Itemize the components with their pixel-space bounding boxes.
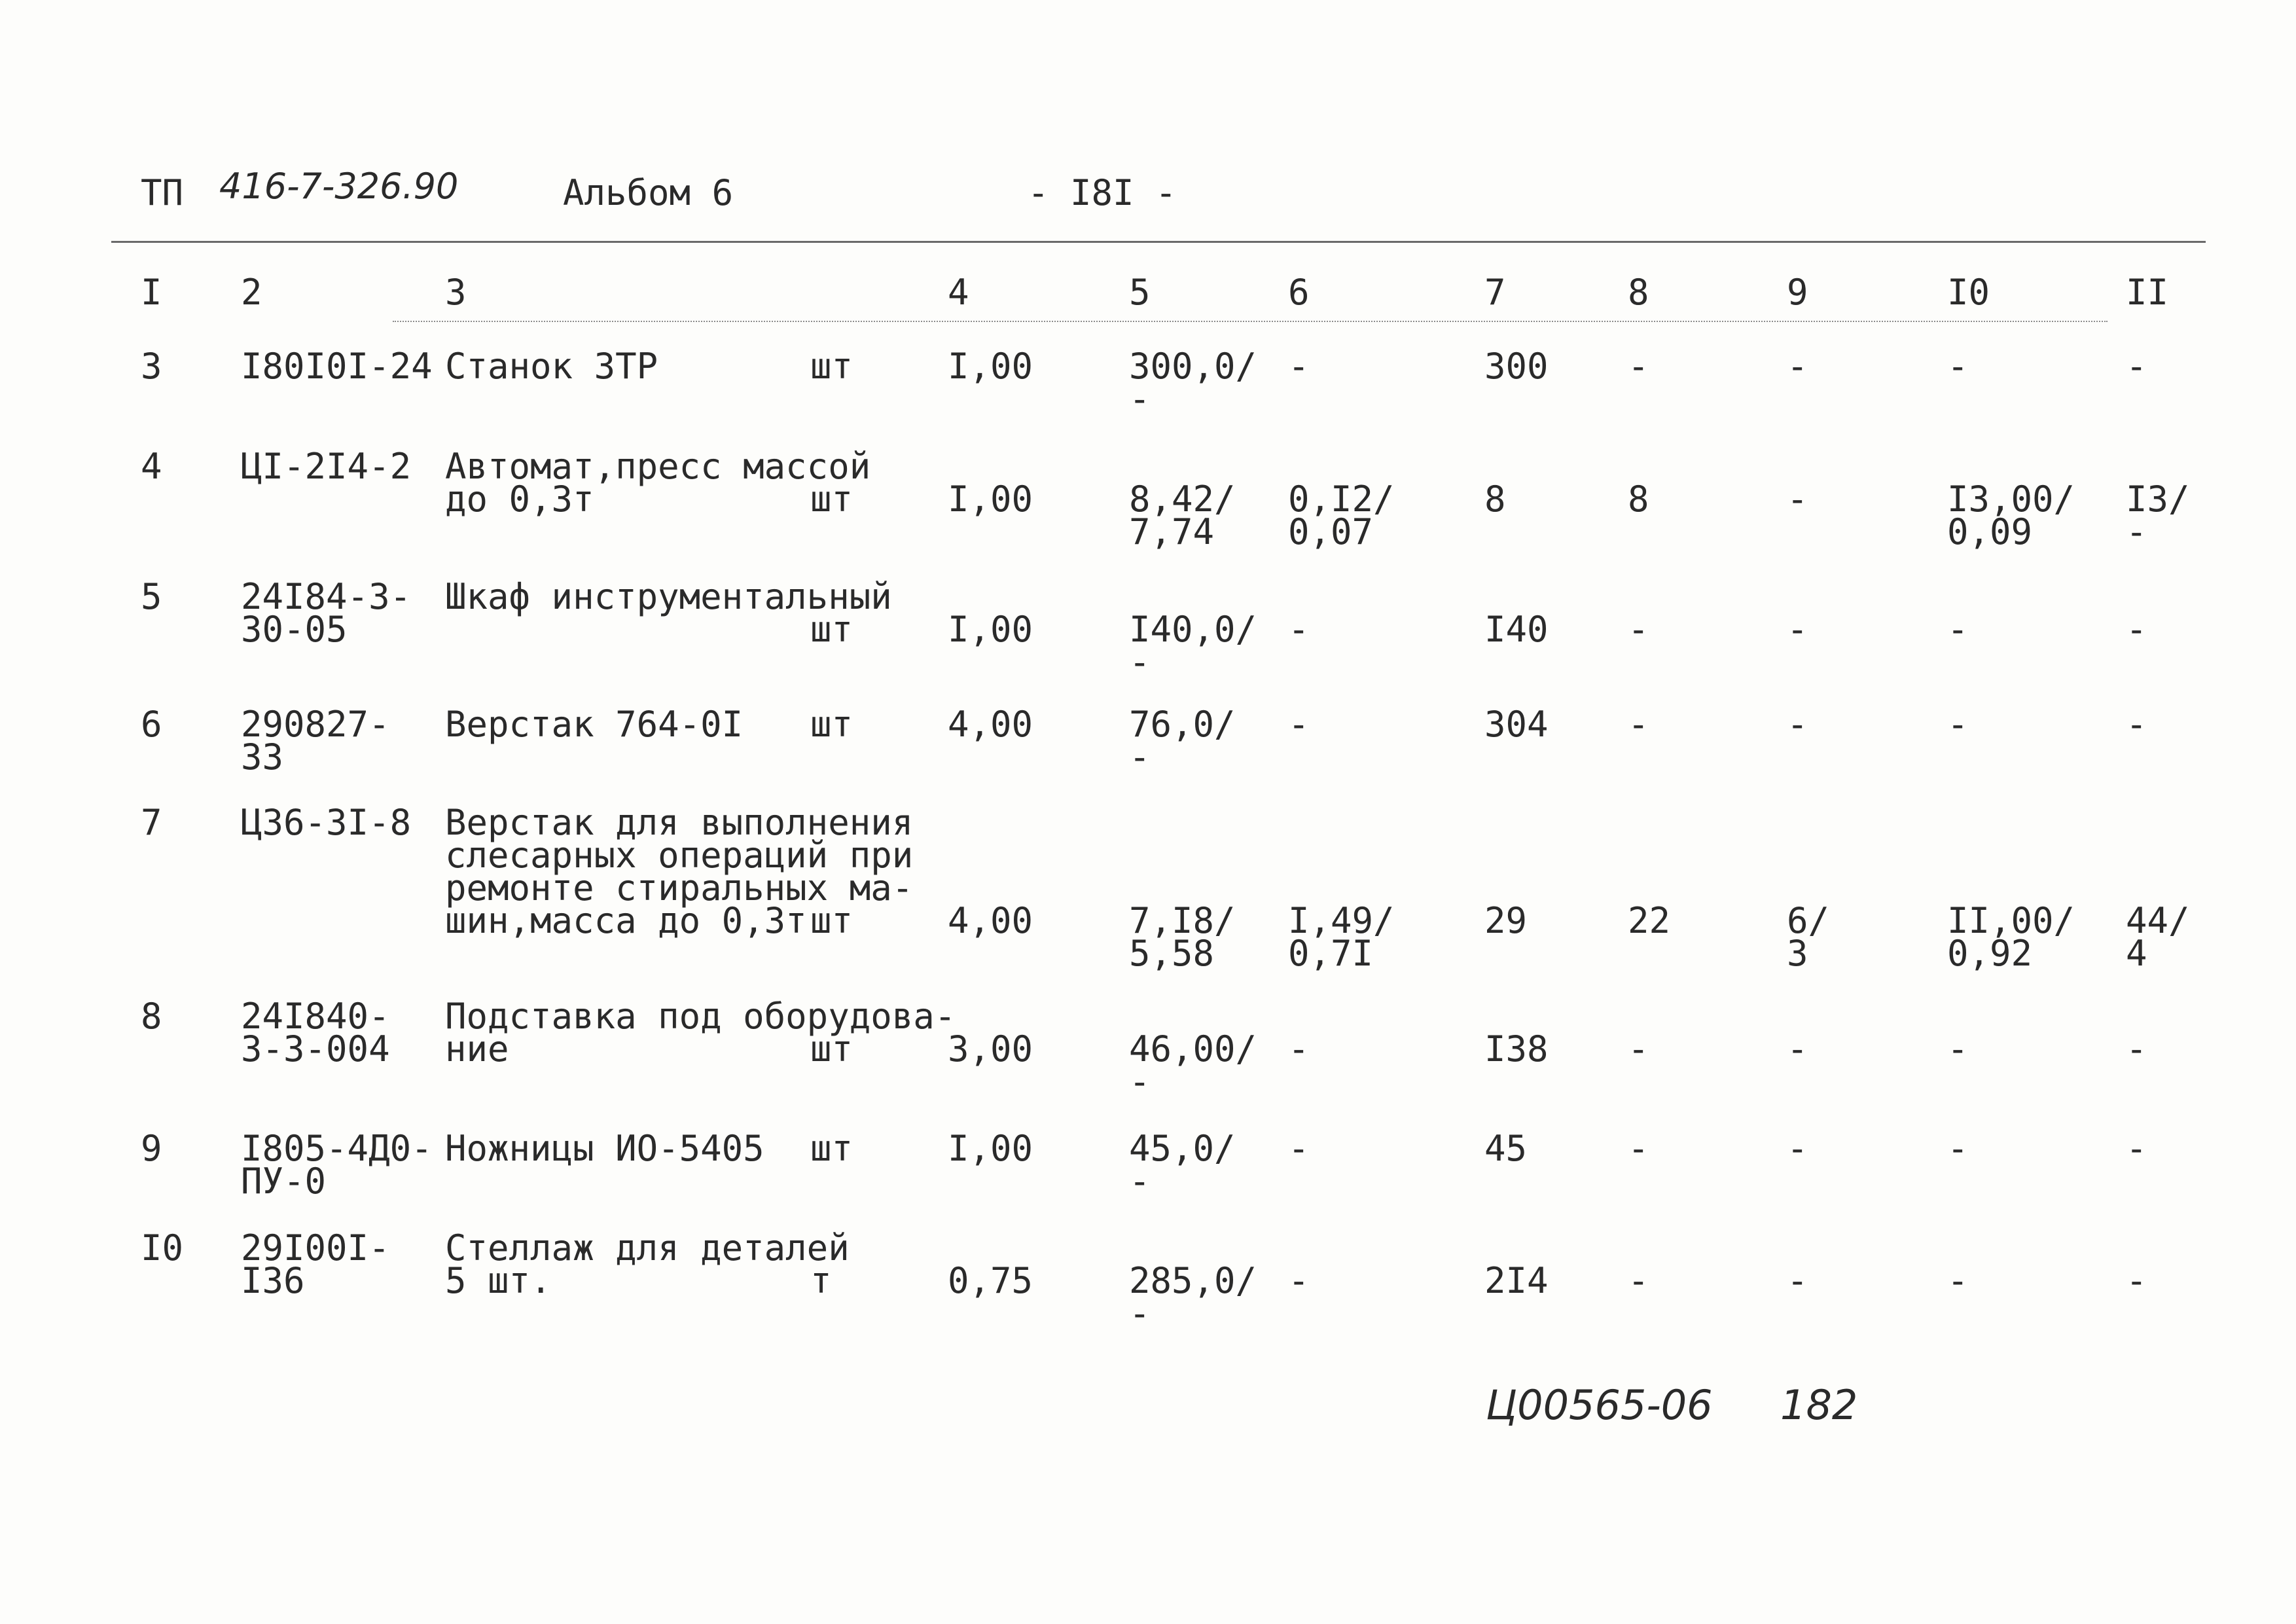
cell-c7: 8 xyxy=(1484,478,1506,520)
column-number-2: 2 xyxy=(241,272,262,313)
cell-c9: - xyxy=(1787,1128,1808,1169)
cell-c11: - xyxy=(2126,609,2147,650)
cell-name: Шкаф инструментальный xyxy=(445,576,892,617)
cell-unit: шт xyxy=(810,704,853,745)
cell-c8: - xyxy=(1628,1028,1649,1070)
cell-num: 4 xyxy=(141,446,162,487)
cell-qty: I,00 xyxy=(948,609,1033,650)
cell-code: I805-4Д0- ПУ-0 xyxy=(241,1128,433,1202)
footer-sheet: 182 xyxy=(1780,1381,1858,1429)
cell-qty: I,00 xyxy=(948,478,1033,520)
column-number-5: 5 xyxy=(1129,272,1151,313)
cell-code: 24I840- 3-3-004 xyxy=(241,996,390,1070)
footer-code: Ц00565-06 xyxy=(1486,1381,1713,1429)
cell-name: Подставка под оборудова- ние xyxy=(445,996,956,1070)
cell-code: 290827- 33 xyxy=(241,704,390,778)
cell-code: I80I0I-24 xyxy=(241,346,433,387)
cell-c9: - xyxy=(1787,346,1808,387)
cell-c8: 22 xyxy=(1628,900,1671,941)
column-number-1: I xyxy=(141,272,162,313)
cell-c9: 6/ 3 xyxy=(1787,900,1830,974)
column-number-11: II xyxy=(2126,272,2169,313)
cell-num: 5 xyxy=(141,576,162,617)
cell-unit: шт xyxy=(810,1128,853,1169)
cell-c8: - xyxy=(1628,346,1649,387)
cell-unit: шт xyxy=(810,478,853,520)
cell-c11: - xyxy=(2126,346,2147,387)
cell-name: Стеллаж для деталей 5 шт. xyxy=(445,1227,850,1301)
cell-name: Автомат,пресс массой до 0,3т xyxy=(445,446,871,520)
cell-c10: II,00/ 0,92 xyxy=(1947,900,2075,974)
cell-c5: 8,42/ 7,74 xyxy=(1129,478,1236,552)
cell-code: 29I00I- I36 xyxy=(241,1227,390,1301)
cell-unit: шт xyxy=(810,900,853,941)
cell-qty: 4,00 xyxy=(948,704,1033,745)
cell-num: 7 xyxy=(141,802,162,843)
column-number-4: 4 xyxy=(948,272,969,313)
cell-c7: 304 xyxy=(1484,704,1549,745)
cell-c10: - xyxy=(1947,1028,1969,1070)
cell-c6: - xyxy=(1288,704,1310,745)
cell-c9: - xyxy=(1787,609,1808,650)
cell-c10: - xyxy=(1947,1260,1969,1301)
cell-c10: - xyxy=(1947,346,1969,387)
cell-num: 3 xyxy=(141,346,162,387)
header-rule xyxy=(111,241,2206,243)
column-rule xyxy=(393,321,2108,322)
cell-c7: 45 xyxy=(1484,1128,1528,1169)
cell-c6: - xyxy=(1288,1128,1310,1169)
cell-num: 6 xyxy=(141,704,162,745)
cell-c7: 29 xyxy=(1484,900,1528,941)
cell-c11: - xyxy=(2126,1260,2147,1301)
cell-c7: 2I4 xyxy=(1484,1260,1549,1301)
cell-c6: 0,I2/ 0,07 xyxy=(1288,478,1395,552)
cell-c6: - xyxy=(1288,609,1310,650)
cell-c9: - xyxy=(1787,1260,1808,1301)
cell-c8: - xyxy=(1628,704,1649,745)
cell-c5: 76,0/ - xyxy=(1129,704,1236,778)
cell-c10: - xyxy=(1947,704,1969,745)
cell-c11: 44/ 4 xyxy=(2126,900,2190,974)
cell-name: Ножницы ИО-5405 xyxy=(445,1128,764,1169)
cell-c7: I40 xyxy=(1484,609,1549,650)
cell-c5: I40,0/ - xyxy=(1129,609,1257,683)
page-number: - I8I - xyxy=(1028,172,1177,213)
column-number-10: I0 xyxy=(1947,272,1990,313)
doc-number: 416-7-326.90 xyxy=(219,166,459,207)
column-number-9: 9 xyxy=(1787,272,1808,313)
cell-unit: т xyxy=(810,1260,832,1301)
cell-c8: - xyxy=(1628,609,1649,650)
cell-c9: - xyxy=(1787,478,1808,520)
column-number-7: 7 xyxy=(1484,272,1506,313)
column-number-3: 3 xyxy=(445,272,467,313)
cell-name: Верстак 764-0I xyxy=(445,704,744,745)
cell-qty: 4,00 xyxy=(948,900,1033,941)
cell-code: 24I84-3- 30-05 xyxy=(241,576,412,650)
cell-qty: 3,00 xyxy=(948,1028,1033,1070)
cell-name: Верстак для выполнения слесарных операций при ремонте стиральных ма- шин,масса до 0,3т xyxy=(445,802,914,941)
cell-c5: 300,0/ - xyxy=(1129,346,1257,420)
cell-unit: шт xyxy=(810,1028,853,1070)
cell-num: I0 xyxy=(141,1227,184,1269)
cell-code: Ц36-3I-8 xyxy=(241,802,412,843)
cell-c11: I3/ - xyxy=(2126,478,2190,552)
cell-code: ЦI-2I4-2 xyxy=(241,446,412,487)
column-number-6: 6 xyxy=(1288,272,1310,313)
cell-c7: I38 xyxy=(1484,1028,1549,1070)
cell-c9: - xyxy=(1787,1028,1808,1070)
cell-c8: - xyxy=(1628,1128,1649,1169)
doc-prefix: ТП xyxy=(141,172,184,213)
cell-c6: - xyxy=(1288,1028,1310,1070)
cell-c5: 7,I8/ 5,58 xyxy=(1129,900,1236,974)
cell-unit: шт xyxy=(810,346,853,387)
cell-c8: 8 xyxy=(1628,478,1649,520)
cell-num: 9 xyxy=(141,1128,162,1169)
cell-c10: - xyxy=(1947,609,1969,650)
cell-qty: 0,75 xyxy=(948,1260,1033,1301)
cell-qty: I,00 xyxy=(948,346,1033,387)
album-label: Альбом 6 xyxy=(563,172,734,213)
cell-c11: - xyxy=(2126,1028,2147,1070)
cell-qty: I,00 xyxy=(948,1128,1033,1169)
cell-c10: - xyxy=(1947,1128,1969,1169)
cell-c10: I3,00/ 0,09 xyxy=(1947,478,2075,552)
cell-num: 8 xyxy=(141,996,162,1037)
cell-c11: - xyxy=(2126,704,2147,745)
cell-c5: 45,0/ - xyxy=(1129,1128,1236,1202)
cell-c5: 46,00/ - xyxy=(1129,1028,1257,1102)
cell-c8: - xyxy=(1628,1260,1649,1301)
cell-c6: - xyxy=(1288,1260,1310,1301)
cell-c6: - xyxy=(1288,346,1310,387)
cell-c6: I,49/ 0,7I xyxy=(1288,900,1395,974)
cell-c9: - xyxy=(1787,704,1808,745)
cell-name: Станок ЗТР xyxy=(445,346,658,387)
cell-c11: - xyxy=(2126,1128,2147,1169)
cell-unit: шт xyxy=(810,609,853,650)
cell-c5: 285,0/ - xyxy=(1129,1260,1257,1334)
cell-c7: 300 xyxy=(1484,346,1549,387)
column-number-8: 8 xyxy=(1628,272,1649,313)
